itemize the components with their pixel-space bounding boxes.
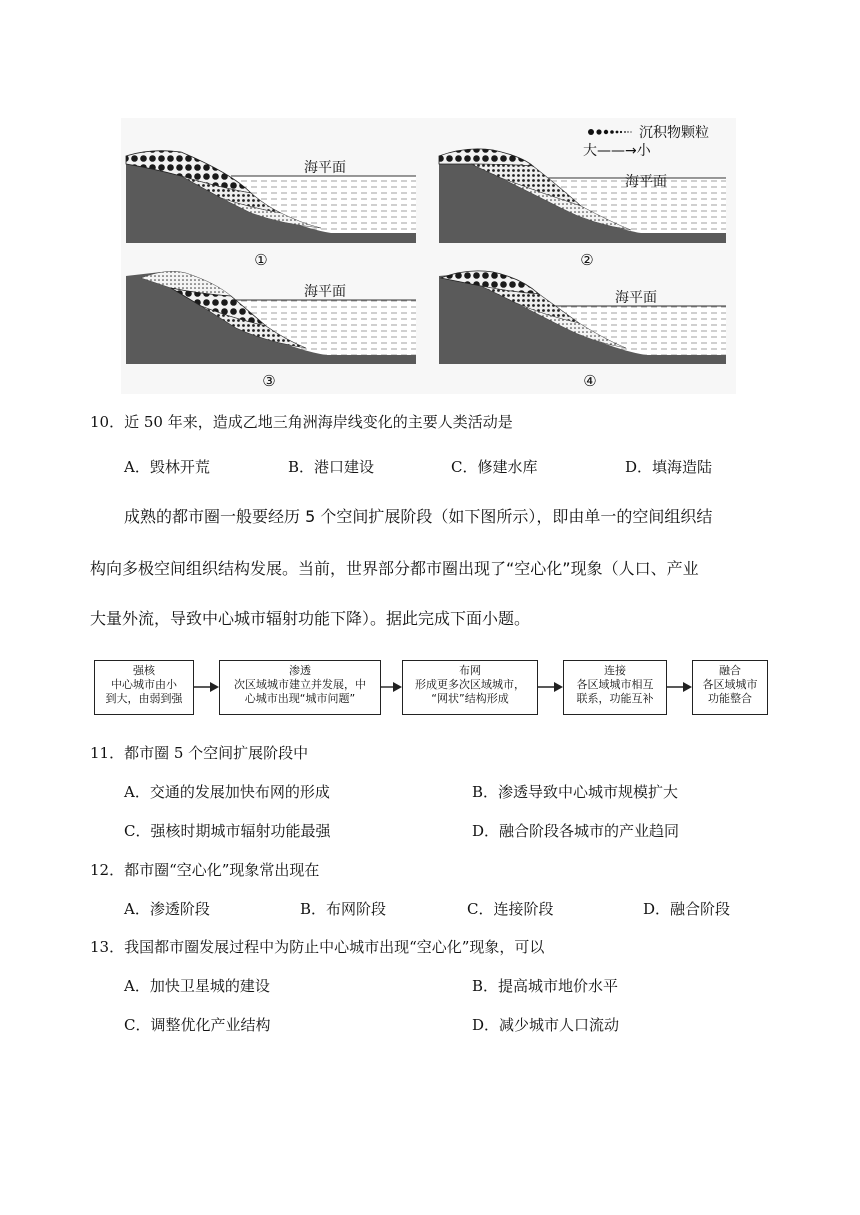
legend-dot [604, 130, 608, 134]
q11-option-b[interactable]: B．渗透导致中心城市规模扩大 [472, 783, 679, 801]
flow-step-title: 渗透 [289, 664, 311, 677]
flow-step-line: 各区域城市 [702, 678, 758, 691]
legend-dot [630, 131, 631, 132]
q13-option-d[interactable]: D．减少城市人口流动 [472, 1016, 620, 1034]
q10-option-c[interactable]: C．修建水库 [451, 458, 538, 476]
flow-step-line: 联系，功能互补 [576, 692, 654, 705]
legend-dot [610, 130, 614, 134]
flow-step-line: 中心城市由小 [111, 678, 177, 691]
q12-option-a[interactable]: A．渗透阶段 [124, 900, 210, 918]
flow-step-line: 各区域城市相互 [576, 678, 654, 691]
flow-step-network [402, 660, 538, 715]
legend-scale: 大——→小 [583, 143, 651, 159]
legend-dot [616, 131, 619, 134]
q11-option-c[interactable]: C．强核时期城市辐射功能最强 [124, 822, 331, 840]
q12-option-d[interactable]: D．融合阶段 [643, 900, 731, 918]
flow-step-title: 强核 [133, 664, 155, 677]
flow-arrow-icon [538, 680, 563, 694]
q12-stem: 12．都市圈“空心化”现象常出现在 [90, 861, 320, 879]
legend-dot [588, 129, 594, 135]
q11-stem: 11．都市圈 5 个空间扩展阶段中 [90, 744, 309, 762]
flow-arrow-icon [194, 680, 219, 694]
flow-step-title: 连接 [604, 664, 626, 677]
q13-option-a[interactable]: A．加快卫星城的建设 [124, 977, 270, 995]
flow-step-line: 功能整合 [708, 692, 752, 705]
flow-step-title: 融合 [719, 664, 741, 677]
q13-option-b[interactable]: B．提高城市地价水平 [472, 977, 619, 995]
panel-4-sea-label: 海平面 [615, 290, 657, 306]
flow-step-penetration [219, 660, 381, 715]
legend-label: 沉积物颗粒 [639, 125, 709, 141]
panel-4-number: ④ [583, 372, 597, 390]
panel-3-number: ③ [262, 372, 276, 390]
flow-arrow-icon [667, 680, 692, 694]
flow-step-line: 到大，由弱到强 [105, 692, 183, 705]
legend-dot [620, 131, 622, 133]
q13-option-c[interactable]: C．调整优化产业结构 [124, 1016, 271, 1034]
q11-option-a[interactable]: A．交通的发展加快布网的形成 [124, 783, 330, 801]
panel-3-sea-label: 海平面 [304, 284, 346, 300]
flow-step-strong-core [94, 660, 194, 715]
flow-step-line: 心城市出现“城市问题” [244, 692, 356, 705]
sediment-figure [121, 118, 736, 394]
legend-dot [596, 129, 601, 134]
legend-dot [627, 131, 628, 132]
flow-step-line: 次区域城市建立并发展，中 [234, 678, 366, 691]
flow-step-connection [563, 660, 667, 715]
flow-step-title: 布网 [459, 664, 481, 677]
sediment-diagrams-svg [121, 118, 736, 394]
panel-2-number: ② [580, 251, 594, 269]
q11-option-d[interactable]: D．融合阶段各城市的产业趋同 [472, 822, 680, 840]
panel-2-sea-label: 海平面 [625, 174, 667, 190]
q10-option-d[interactable]: D．填海造陆 [625, 458, 713, 476]
q10-option-a[interactable]: A．毁林开荒 [124, 458, 210, 476]
flow-step-line: “网状”结构形成 [431, 692, 509, 705]
q10-option-b[interactable]: B．港口建设 [288, 458, 375, 476]
flow-arrow-icon [381, 680, 402, 694]
q10-stem: 10．近 50 年来，造成乙地三角洲海岸线变化的主要人类活动是 [90, 413, 513, 431]
passage-line-3: 大量外流，导致中心城市辐射功能下降）。据此完成下面小题。 [90, 609, 531, 628]
legend-dot [624, 131, 626, 133]
q13-stem: 13．我国都市圈发展过程中为防止中心城市出现“空心化”现象，可以 [90, 938, 545, 956]
passage-line-2: 构向多极空间组织结构发展。当前，世界部分都市圈出现了“空心化”现象（人口、产业 [90, 559, 699, 578]
flow-step-integration [692, 660, 768, 715]
passage-line-1: 成熟的都市圈一般要经历 5 个空间扩展阶段（如下图所示），即由单一的空间组织结 [124, 507, 713, 526]
q12-option-b[interactable]: B．布网阶段 [300, 900, 387, 918]
flow-step-line: 形成更多次区域城市， [415, 678, 525, 691]
panel-1-number: ① [254, 251, 268, 269]
q12-option-c[interactable]: C．连接阶段 [467, 900, 554, 918]
panel-1-sea-label: 海平面 [304, 160, 346, 176]
